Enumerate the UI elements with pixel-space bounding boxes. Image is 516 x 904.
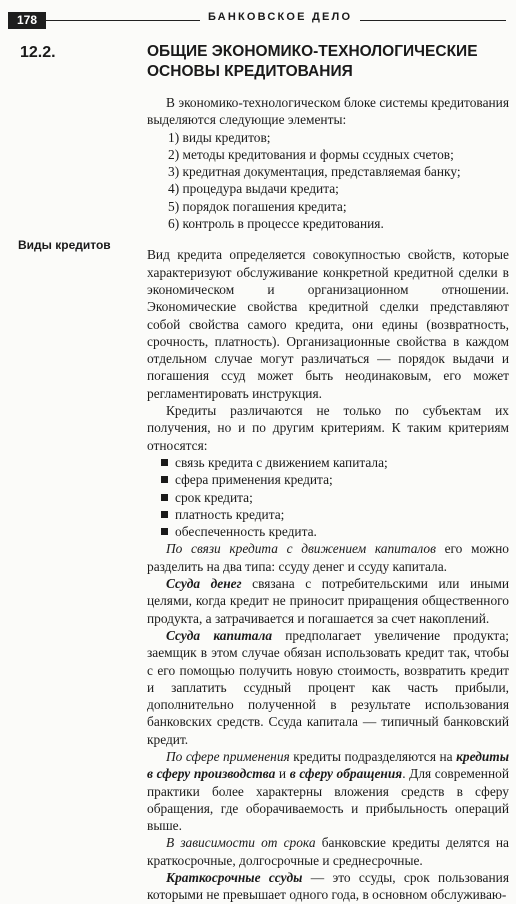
bold-italic-lead: Ссуда капитала [166,627,273,643]
list-item: 5) порядок погашения кредита; [168,198,347,214]
bullet-item: обеспеченность кредита. [147,523,509,540]
list-item: 4) процедура выдачи кредита; [168,181,339,197]
bullet-item: срок кредита; [147,489,509,506]
italic-lead: По связи кредита с движением капиталов [166,541,436,557]
section-title: ОБЩИЕ ЭКОНОМИКО-ТЕХНОЛОГИЧЕСКИЕ ОСНОВЫ КРЕДИТОВАНИЯ [147,43,478,80]
page-number: 178 [8,12,46,29]
list-item: 1) виды кредитов; [168,129,271,145]
body-text [147,94,509,904]
paragraph-money-loan: Ссуда денег связана с потребительскими или иными целями, когда кредит не приносит приращения общественного продукта, а затрачивается и погашается за счет накоплений. [147,576,509,626]
italic-lead: В зависимости от срока [166,835,316,851]
bold-italic-term: в сферу обращения [289,766,403,782]
section-number: 12.2. [20,44,56,61]
paragraph-short-term: Краткосрочные ссуды — это ссуды, срок пользования которыми не превышает одного года, в основном обслуживаю- [147,870,509,903]
bullet-item: сфера применения кредита; [147,471,509,488]
list-item: 2) методы кредитования и формы ссудных счетов; [168,146,454,162]
paragraph-loan-types: Вид кредита определяется совокупностью свойств, которые характеризуют обслуживание конкретной кредитной сделки в экономическом и организационном отношении. Экономические свойства кредитной сделки представляют собой свойства самого кредита, они едины (возвратность, срочность, платность). Организационные свойства в каждом отдельном случае могут различаться — порядок выдачи и погашения ссуд может быть неодинаковым, его может регламентировать инструкция. [147,247,509,401]
italic-lead: По сфере применения [166,748,290,764]
list-item: 6) контроль в процессе кредитования. [168,216,384,232]
bold-italic-term: кредиты в сферу производства [147,748,509,782]
bold-italic-lead: Ссуда денег [166,576,242,592]
paragraph-capital-loan: Ссуда капитала предполагает увеличение продукта; заемщик в этом случае обязан использовать кредит так, чтобы с его помощью получить новую стоимость, возвратить кредит и заплатить ссудный процент как часть прибыли, дополнительно полученной в результате использования банковских средств. Ссуда капитала — типичный банковский кредит. [147,627,509,747]
paragraph-capital-link: По связи кредита с движением капиталов его можно разделить на два типа: ссуду денег и ссуду капитала. [147,541,509,574]
list-item: 3) кредитная документация, представляемая банку; [168,164,461,180]
paragraph-sphere: По сфере применения кредиты подразделяются на кредиты в сферу производства и в сферу обращения. Для современной практики более характерны вложения средств в сферу обращения, где оборачиваемость и прибыльность операций выше. [147,748,509,834]
paragraph-criteria: Кредиты различаются не только по субъектам их получения, но и по другим критериям. К таким критериям относятся: [147,403,509,453]
running-title: БАНКОВСКОЕ ДЕЛО [200,11,360,23]
running-header [0,12,516,32]
bullet-item: платность кредита; [147,506,509,523]
bullet-item: связь кредита с движением капитала; [147,454,509,471]
paragraph-term: В зависимости от срока банковские кредиты делятся на краткосрочные, долгосрочные и среднесрочные. [147,835,509,868]
sidebar-heading: Виды кредитов [18,238,111,252]
bold-italic-lead: Краткосрочные ссуды [166,870,303,886]
intro-paragraph: В экономико-технологическом блоке системы кредитования выделяются следующие элементы: [147,95,509,128]
